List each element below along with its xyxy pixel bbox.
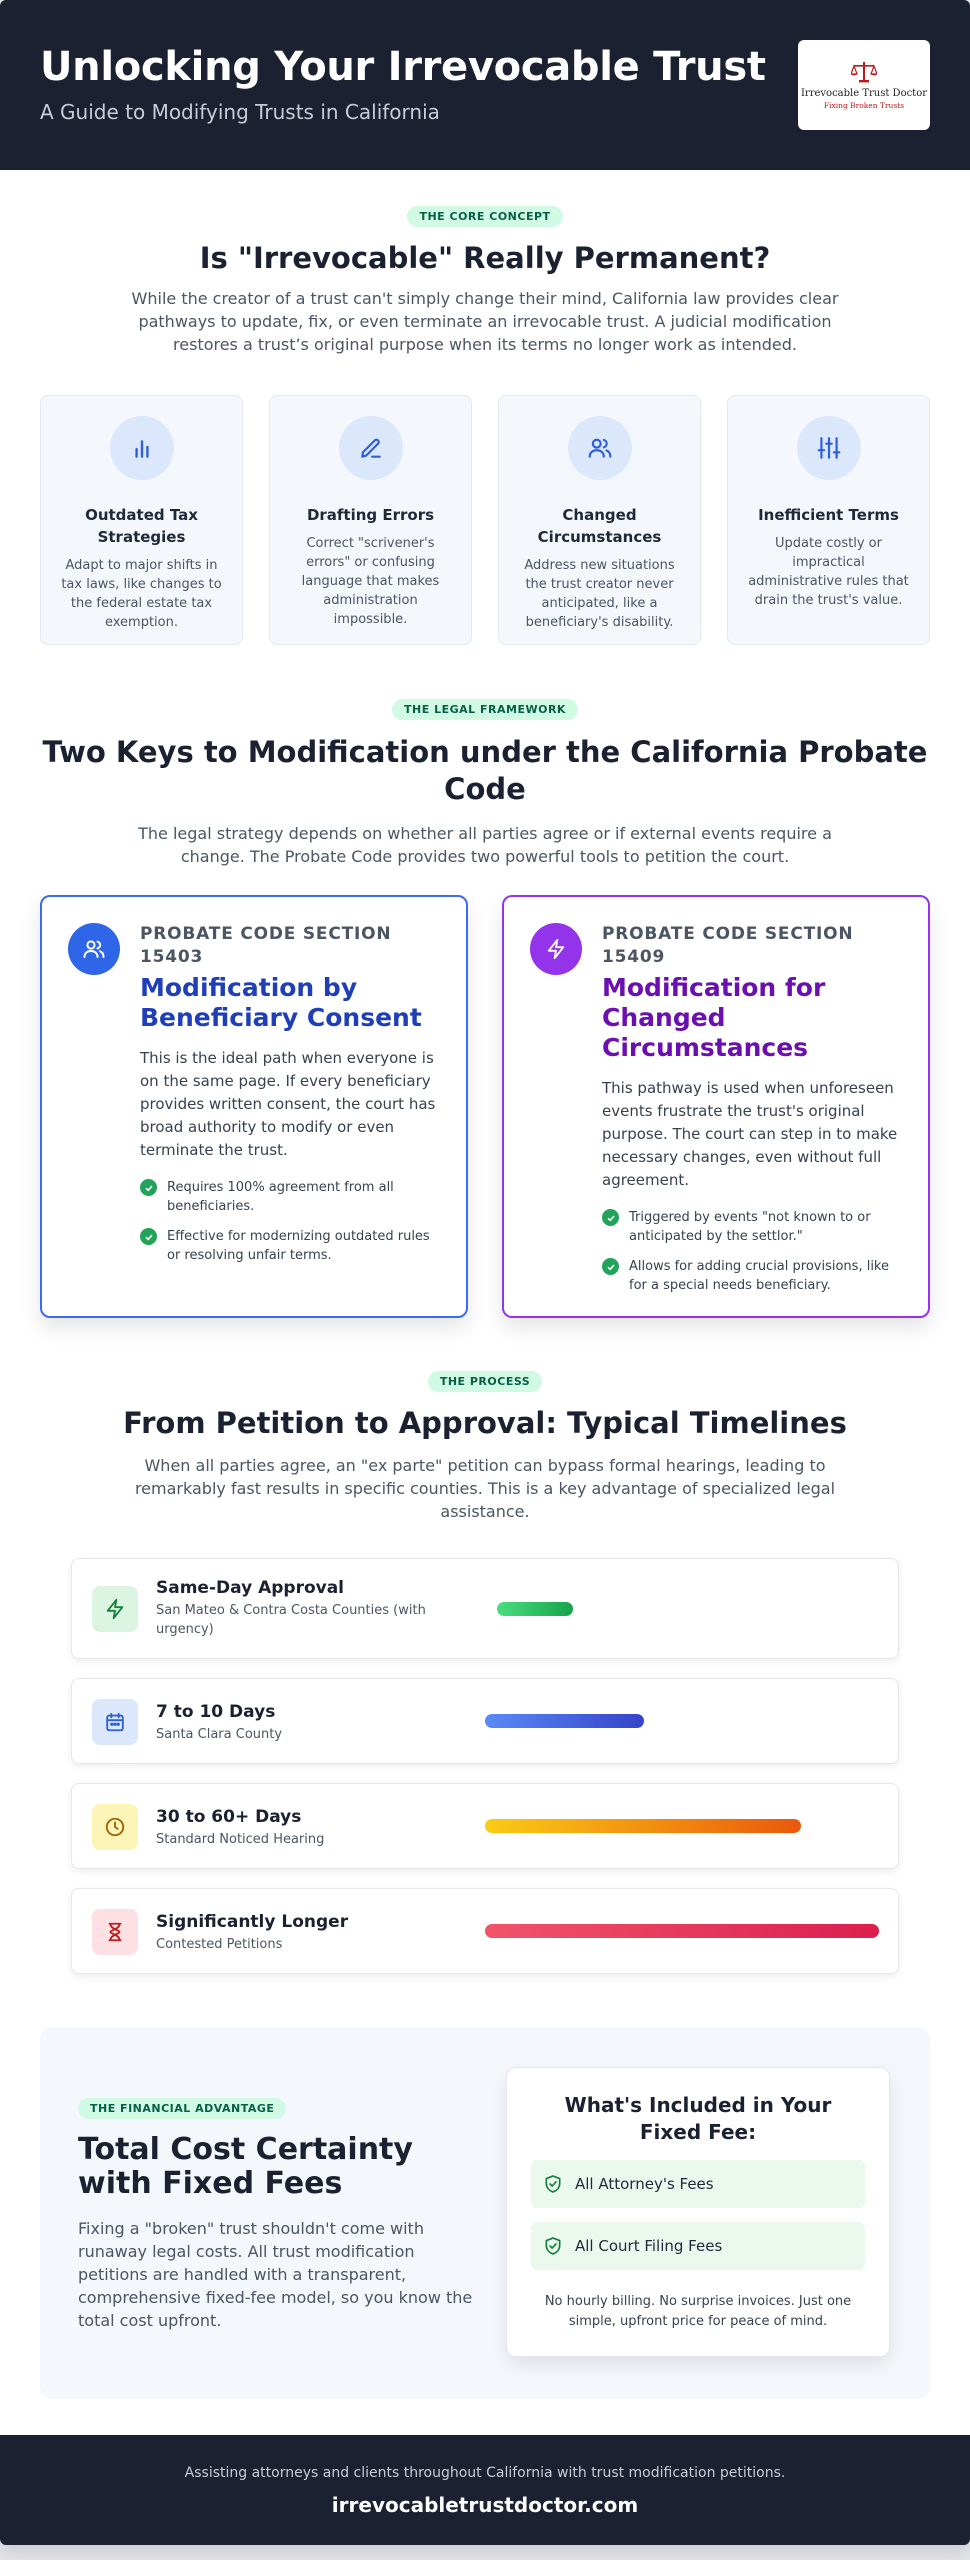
reason-card-tax [40,395,243,645]
timeline-list [71,1558,899,1993]
clock-icon [92,1804,138,1850]
footer [0,2435,970,2545]
timeline-bar [485,1714,644,1728]
timeline-text [156,1578,456,1639]
timeline-sub: Contested Petitions [156,1937,283,1952]
consent-card [40,895,468,1318]
fee-item-label: All Court Filing Fees [575,2237,723,2255]
circumstances-card [502,895,930,1318]
check-icon [140,1179,157,1196]
footer-website-link[interactable]: irrevocabletrustdoctor.com [331,2493,639,2517]
lightning-icon [530,923,582,975]
timeline-row-same-day [71,1558,899,1659]
timeline-title: Significantly Longer [156,1912,349,1932]
reason-title: Inefficient Terms [758,506,899,524]
circumstances-points [602,1208,902,1295]
process-title: From Petition to Approval: Typical Timelines [123,1406,847,1440]
check-icon [602,1258,619,1275]
logo-tagline: Fixing Broken Trusts [823,101,905,110]
reason-card-circumstances [498,395,701,645]
fixed-fee-card [506,2067,890,2357]
timeline-row-contested [71,1888,899,1974]
reason-card-drafting [269,395,472,645]
page-title: Unlocking Your Irrevocable Trust [40,44,766,90]
reason-cards [40,395,930,645]
legal-framework-section [0,698,970,1293]
timeline-sub: Standard Noticed Hearing [156,1832,325,1847]
timeline-title: 7 to 10 Days [156,1702,276,1722]
circumstances-text: This pathway is used when unforeseen events frustrate the trust's original purpose. The court can step in to make necessary changes, even without full agreement. [602,1079,898,1189]
consent-text: This is the ideal path when everyone is on the same page. If every beneficiary provides written consent, the court has broad authority to modify or even terminate the trust. [140,1049,436,1159]
fee-item-label: All Attorney's Fees [575,2175,714,2193]
reason-title: Drafting Errors [306,506,435,524]
legal-eyebrow: THE LEGAL FRAMEWORK [392,699,578,720]
logo-name: Irrevocable Trust Doctor [800,88,928,99]
reason-text: Address new situations the trust creator never anticipated, like a beneficiary's disability. [524,558,675,630]
point-text: Allows for adding crucial provisions, like for a special needs beneficiary. [629,1259,889,1293]
fee-note: No hourly billing. No surprise invoices. Just one simple, upfront price for peace of mind. [544,2294,852,2329]
lightning-icon [92,1586,138,1632]
financial-intro [78,2097,478,2332]
reason-card-terms [727,395,930,645]
point-text: Triggered by events "not known to or anticipated by the settlor." [629,1210,871,1244]
pencil-icon [339,416,403,480]
timeline-text [156,1702,456,1744]
reason-title: Outdated Tax Strategies [85,506,198,546]
timeline-row-7-10 [71,1678,899,1764]
reason-text: Update costly or impractical administrative rules that drain the trust's value. [748,536,909,608]
financial-section [40,2027,930,2399]
fee-item [531,2222,865,2270]
list-item [140,1178,440,1216]
section-code: PROBATE CODE SECTION 15409 [602,924,854,967]
footer-tagline: Assisting attorneys and clients throughout California with trust modification petitions. [184,2465,786,2481]
section-code: PROBATE CODE SECTION 15403 [140,924,392,967]
reason-text: Correct "scrivener's errors" or confusing language that makes administration impossible. [301,536,440,627]
list-item [140,1227,440,1265]
fee-item [531,2160,865,2208]
sliders-icon [797,416,861,480]
shield-check-icon [543,2236,563,2256]
point-text: Requires 100% agreement from all beneficiaries. [167,1180,394,1214]
process-section [0,1370,970,1952]
consent-points [140,1178,440,1265]
users-icon [568,416,632,480]
timeline-row-30-60 [71,1783,899,1869]
timeline-sub: Santa Clara County [156,1727,283,1742]
timeline-sub: San Mateo & Contra Costa Counties (with urgency) [156,1603,426,1637]
reason-text: Adapt to major shifts in tax laws, like changes to the federal estate tax exemption. [61,558,222,630]
list-item [602,1257,902,1295]
check-icon [602,1209,619,1226]
timeline-text [156,1807,456,1849]
process-eyebrow: THE PROCESS [428,1371,542,1392]
legal-text: The legal strategy depends on whether all parties agree or if external events require a change. The Probate Code provides two powerful tools to petition the court. [138,824,832,866]
check-icon [140,1228,157,1245]
process-text: When all parties agree, an "ex parte" petition can bypass formal hearings, leading to remarkably fast results in specific counties. This is a key advantage of specialized legal assistance. [134,1456,836,1521]
financial-title: Total Cost Certainty with Fixed Fees [78,2132,413,2201]
hourglass-icon [92,1909,138,1955]
calendar-icon [92,1699,138,1745]
core-title: Is "Irrevocable" Really Permanent? [199,241,771,275]
core-text: While the creator of a trust can't simply change their mind, California law provides clear pathways to update, fix, or even terminate an irrevocable trust. A judicial modification restores a trust’s original purpose when its terms no longer work as intended. [131,289,839,354]
page-subtitle: A Guide to Modifying Trusts in California [40,100,440,124]
bar-chart-icon [110,416,174,480]
core-concept-section [0,205,970,630]
logo [798,40,930,130]
timeline-text [156,1912,456,1954]
legal-title: Two Keys to Modification under the California Probate Code [42,735,928,806]
point-text: Effective for modernizing outdated rules or resolving unfair terms. [167,1229,430,1263]
timeline-title: Same-Day Approval [156,1578,345,1598]
shield-check-icon [543,2174,563,2194]
timeline-bar [485,1819,801,1833]
consent-title: Modification by Beneficiary Consent [140,973,422,1032]
scales-icon [851,60,877,84]
users-icon [68,923,120,975]
circumstances-title: Modification for Changed Circumstances [602,973,826,1062]
financial-text: Fixing a "broken" trust shouldn't come with runaway legal costs. All trust modification petitions are handled with a transparent, comprehensive fixed-fee model, so you know the total cost upfront. [78,2219,473,2330]
fee-card-title: What's Included in Your Fixed Fee: [564,2093,832,2144]
financial-eyebrow: THE FINANCIAL ADVANTAGE [78,2098,286,2119]
timeline-title: 30 to 60+ Days [156,1807,302,1827]
timeline-bar [497,1602,573,1616]
header [0,0,970,170]
reason-title: Changed Circumstances [537,506,662,546]
core-eyebrow: THE CORE CONCEPT [407,206,562,227]
timeline-bar [485,1924,879,1938]
list-item [602,1208,902,1246]
